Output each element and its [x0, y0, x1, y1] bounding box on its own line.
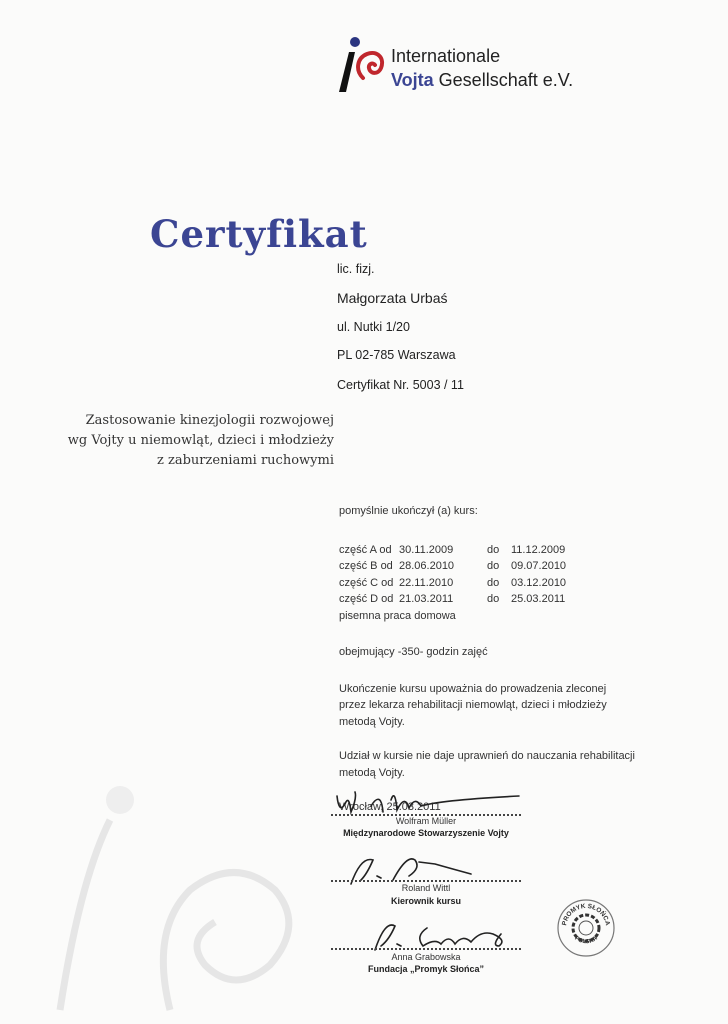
signatory-name: Wolfram Müller: [395, 816, 457, 826]
authorization-paragraph: [339, 681, 635, 731]
stamp-bottom-text: POLSKA: [573, 935, 599, 946]
recipient-city: PL 02-785 Warszawa: [337, 348, 456, 362]
course-part-row: [339, 575, 635, 592]
course-part-row: [339, 558, 635, 575]
course-title-line: z zaburzeniami ruchowymi: [157, 453, 334, 468]
part-label: część C od: [339, 576, 394, 589]
promyk-slonca-stamp: [556, 898, 616, 958]
authorization-line: metodą Vojty.: [339, 715, 405, 728]
signature-line: [331, 880, 521, 882]
part-do: do: [487, 576, 500, 589]
signature-block-1: [331, 786, 521, 846]
signature-line: [331, 948, 521, 950]
signature-block-3: [331, 916, 521, 978]
signatory-name: Anna Grabowska: [391, 952, 461, 962]
part-label: część A od: [339, 543, 392, 556]
watermark-logo: [20, 760, 320, 1020]
certificate-body: [339, 503, 635, 816]
logo-brand-vojta: Vojta: [391, 70, 434, 90]
place-date: Wrocław, 25.03.2011: [339, 801, 441, 813]
logo-text-line2: [391, 70, 573, 91]
part-to: 25.03.2011: [511, 593, 566, 605]
homework-line: pisemna praca domowa: [339, 609, 456, 622]
no-rights-paragraph: [339, 748, 635, 781]
recipient-name: Małgorzata Urbaś: [337, 290, 448, 306]
signatory-role: Międzynarodowe Stowarzyszenie Vojty: [343, 828, 509, 838]
part-do: do: [487, 593, 500, 605]
svg-text:POLSKA: [573, 935, 599, 945]
part-label: część B od: [339, 560, 393, 572]
part-from: 21.03.2011: [399, 593, 454, 605]
part-to: 03.12.2010: [511, 576, 567, 589]
part-label: część D od: [339, 593, 394, 605]
course-part-row: [339, 591, 635, 608]
no-rights-line: Udział w kursie nie daje uprawnień do nauczania rehabilitacji: [339, 750, 635, 762]
part-to: 11.12.2009: [511, 543, 566, 556]
authorization-line: Ukończenie kursu upoważnia do prowadzenia zleconej: [339, 682, 607, 695]
recipient-prefix: lic. fizj.: [337, 262, 375, 276]
completed-statement: pomyślnie ukończył (a) kurs:: [339, 505, 478, 517]
stamp-top-text: PROMYK SŁOŃCA: [561, 902, 611, 927]
recipient-street: ul. Nutki 1/20: [337, 320, 410, 334]
part-do: do: [487, 543, 500, 556]
authorization-line: przez lekarza rehabilitacji niemowląt, dzieci i młodzieży: [339, 699, 607, 711]
course-title-line: wg Vojty u niemowląt, dzieci i młodzieży: [67, 433, 334, 448]
handwritten-signature-3: [331, 916, 521, 952]
certificate-title: Certyfikat: [150, 212, 368, 256]
signature-block-2: [331, 852, 521, 912]
part-to: 09.07.2010: [511, 560, 567, 572]
part-do: do: [487, 560, 500, 572]
part-from: 28.06.2010: [399, 560, 455, 572]
certificate-number: Certyfikat Nr. 5003 / 11: [337, 378, 464, 392]
part-from: 30.11.2009: [399, 543, 454, 556]
course-part-row: [339, 542, 635, 559]
logo-brand-rest: Gesellschaft e.V.: [433, 70, 574, 90]
no-rights-line: metodą Vojty.: [339, 766, 405, 779]
ivg-logo-mark: [335, 36, 387, 94]
hours-line: obejmujący -350- godzin zajęć: [339, 646, 488, 658]
logo-text-line1: Internationale: [391, 46, 501, 66]
signatory-role: Fundacja „Promyk Słońca”: [367, 964, 485, 974]
ivg-logo: [335, 36, 585, 96]
signatory-role: Kierownik kursu: [390, 896, 462, 906]
signatory-name: Roland Wittl: [401, 883, 451, 893]
recipient-block: [337, 262, 464, 402]
course-title-line: Zastosowanie kinezjologii rozwojowej: [85, 413, 334, 428]
course-title: [68, 411, 334, 471]
part-from: 22.11.2010: [399, 576, 454, 589]
course-parts: [339, 542, 635, 608]
